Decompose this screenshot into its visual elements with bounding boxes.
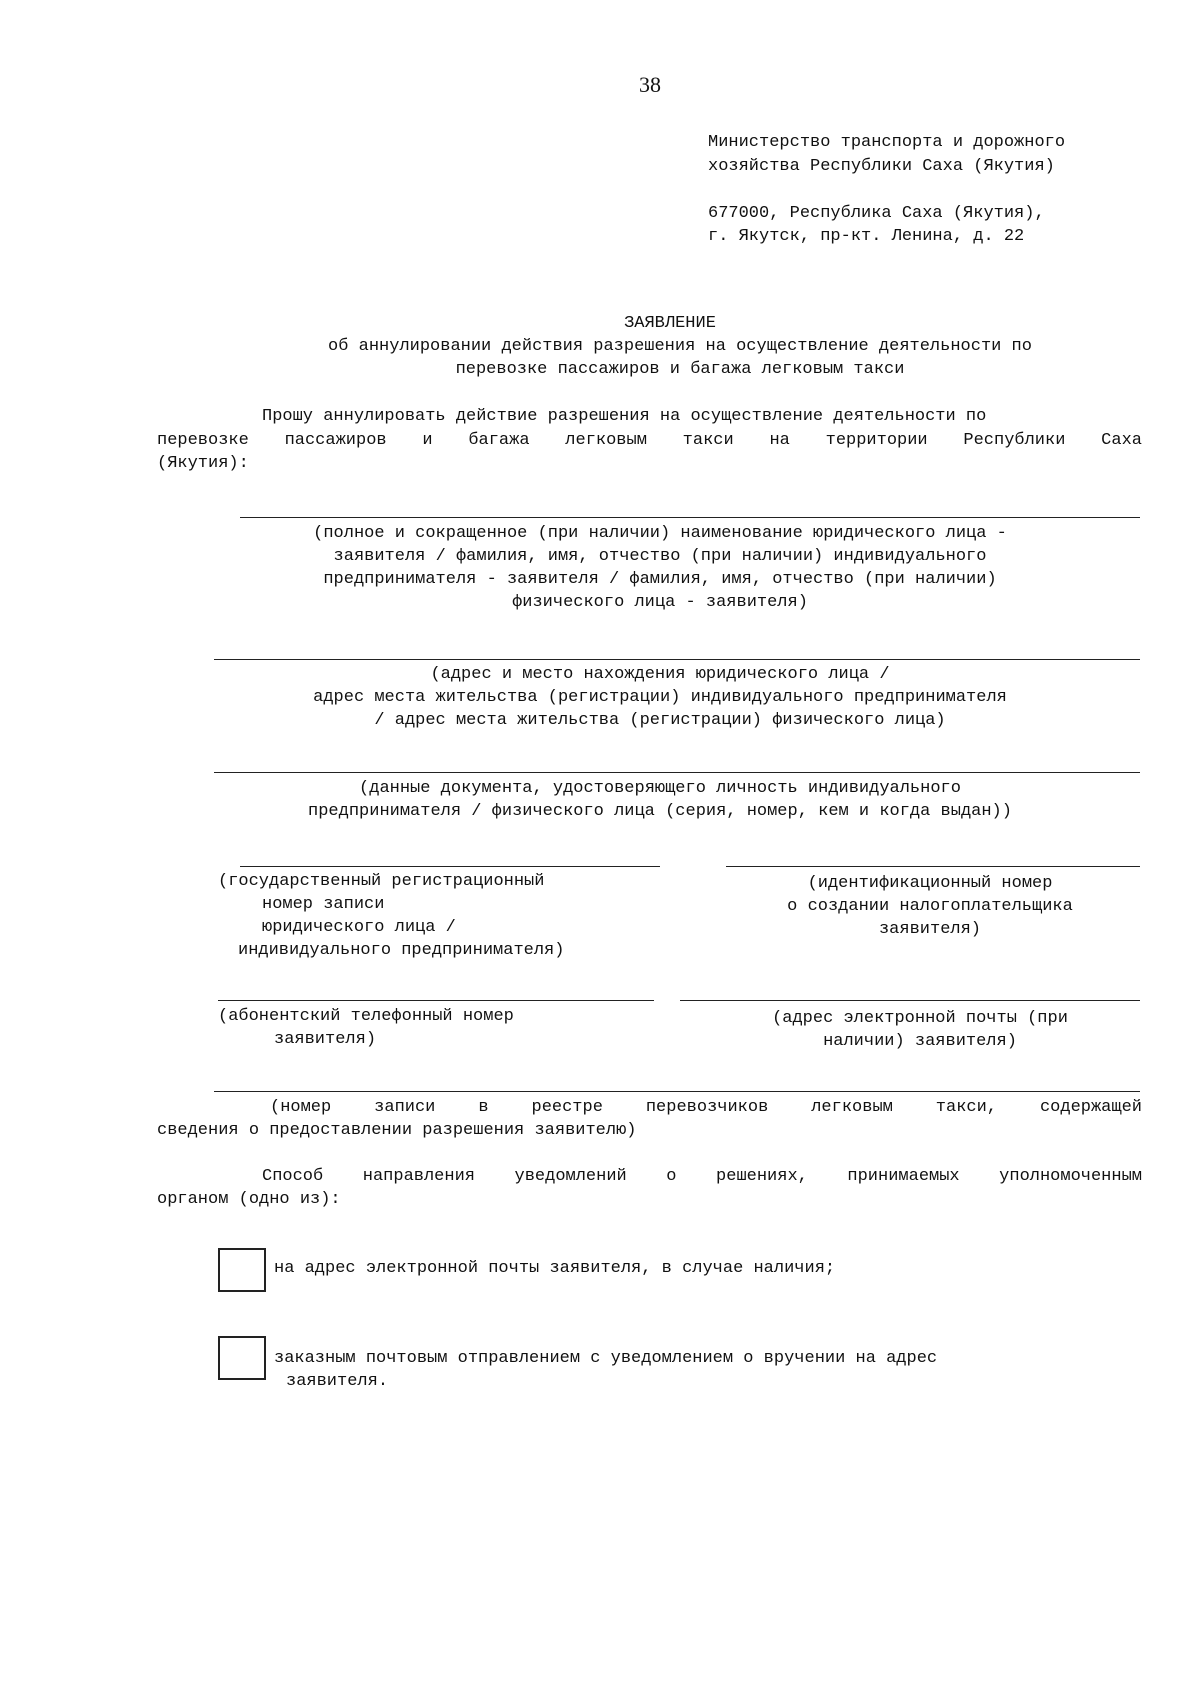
field-caption: физического лица - заявителя)	[512, 593, 808, 612]
field-caption: о создании налогоплательщика	[787, 897, 1073, 916]
title-line: перевозке пассажиров и багажа легковым такси	[455, 360, 905, 379]
blank-line	[214, 772, 1140, 773]
field-caption: / адрес места жительства (регистрации) физического лица)	[374, 711, 946, 730]
field-caption: предпринимателя - заявителя / фамилия, имя, отчество (при наличии)	[323, 570, 997, 589]
field-caption: индивидуального предпринимателя)	[238, 941, 565, 960]
option-label: заявителя.	[286, 1372, 389, 1391]
field-caption: (адрес и место нахождения юридического лица /	[430, 665, 890, 684]
field-caption: (номер записи в реестре перевозчиков легковым такси, содержащей	[270, 1098, 1142, 1117]
request-line: перевозке пассажиров и багажа легковым такси на территории Республики Саха	[157, 431, 1142, 450]
field-caption: (идентификационный номер	[807, 874, 1053, 893]
field-caption: заявителя)	[274, 1030, 377, 1049]
notification-line: Способ направления уведомлений о решениях, принимаемых уполномоченным	[262, 1167, 1142, 1186]
notification-line: органом (одно из):	[157, 1190, 341, 1209]
field-caption: заявителя / фамилия, имя, отчество (при наличии) индивидуального	[333, 547, 987, 566]
addressee-line: Министерство транспорта и дорожного	[708, 133, 1066, 152]
request-line: Прошу аннулировать действие разрешения на осуществление деятельности по	[262, 407, 987, 426]
addressee-address-line: 677000, Республика Саха (Якутия),	[708, 204, 1045, 223]
field-caption: предпринимателя / физического лица (серия, номер, кем и когда выдан))	[308, 802, 1012, 821]
option-label: заказным почтовым отправлением с уведомлением о вручении на адрес	[274, 1349, 938, 1368]
blank-line	[726, 866, 1140, 867]
title-heading: ЗАЯВЛЕНИЕ	[624, 314, 716, 333]
field-caption: наличии) заявителя)	[823, 1032, 1017, 1051]
field-caption: сведения о предоставлении разрешения заявителю)	[157, 1121, 637, 1140]
blank-line	[218, 1000, 654, 1001]
addressee-address-line: г. Якутск, пр-кт. Ленина, д. 22	[708, 227, 1025, 246]
request-line: (Якутия):	[157, 454, 249, 473]
option-label: на адрес электронной почты заявителя, в случае наличия;	[274, 1259, 836, 1278]
field-caption: номер записи	[262, 895, 385, 914]
addressee-line: хозяйства Республики Саха (Якутия)	[708, 157, 1055, 176]
title-line: об аннулировании действия разрешения на осуществление деятельности по	[328, 337, 1032, 356]
blank-line	[240, 866, 660, 867]
field-caption: (адрес электронной почты (при	[772, 1009, 1068, 1028]
field-caption: (полное и сокращенное (при наличии) наименование юридического лица -	[313, 524, 1007, 543]
field-caption: юридического лица /	[262, 918, 456, 937]
field-caption: (абонентский телефонный номер	[218, 1007, 514, 1026]
blank-line	[214, 1091, 1140, 1092]
field-caption: (данные документа, удостоверяющего личность индивидуального	[359, 779, 961, 798]
field-caption: адрес места жительства (регистрации) индивидуального предпринимателя	[313, 688, 1007, 707]
blank-line	[240, 517, 1140, 518]
mail-option-checkbox[interactable]	[218, 1336, 266, 1380]
field-caption: заявителя)	[878, 920, 982, 939]
blank-line	[680, 1000, 1140, 1001]
email-option-checkbox[interactable]	[218, 1248, 266, 1292]
page-number: 38	[639, 72, 661, 97]
blank-line	[214, 659, 1140, 660]
field-caption: (государственный регистрационный	[218, 872, 545, 891]
